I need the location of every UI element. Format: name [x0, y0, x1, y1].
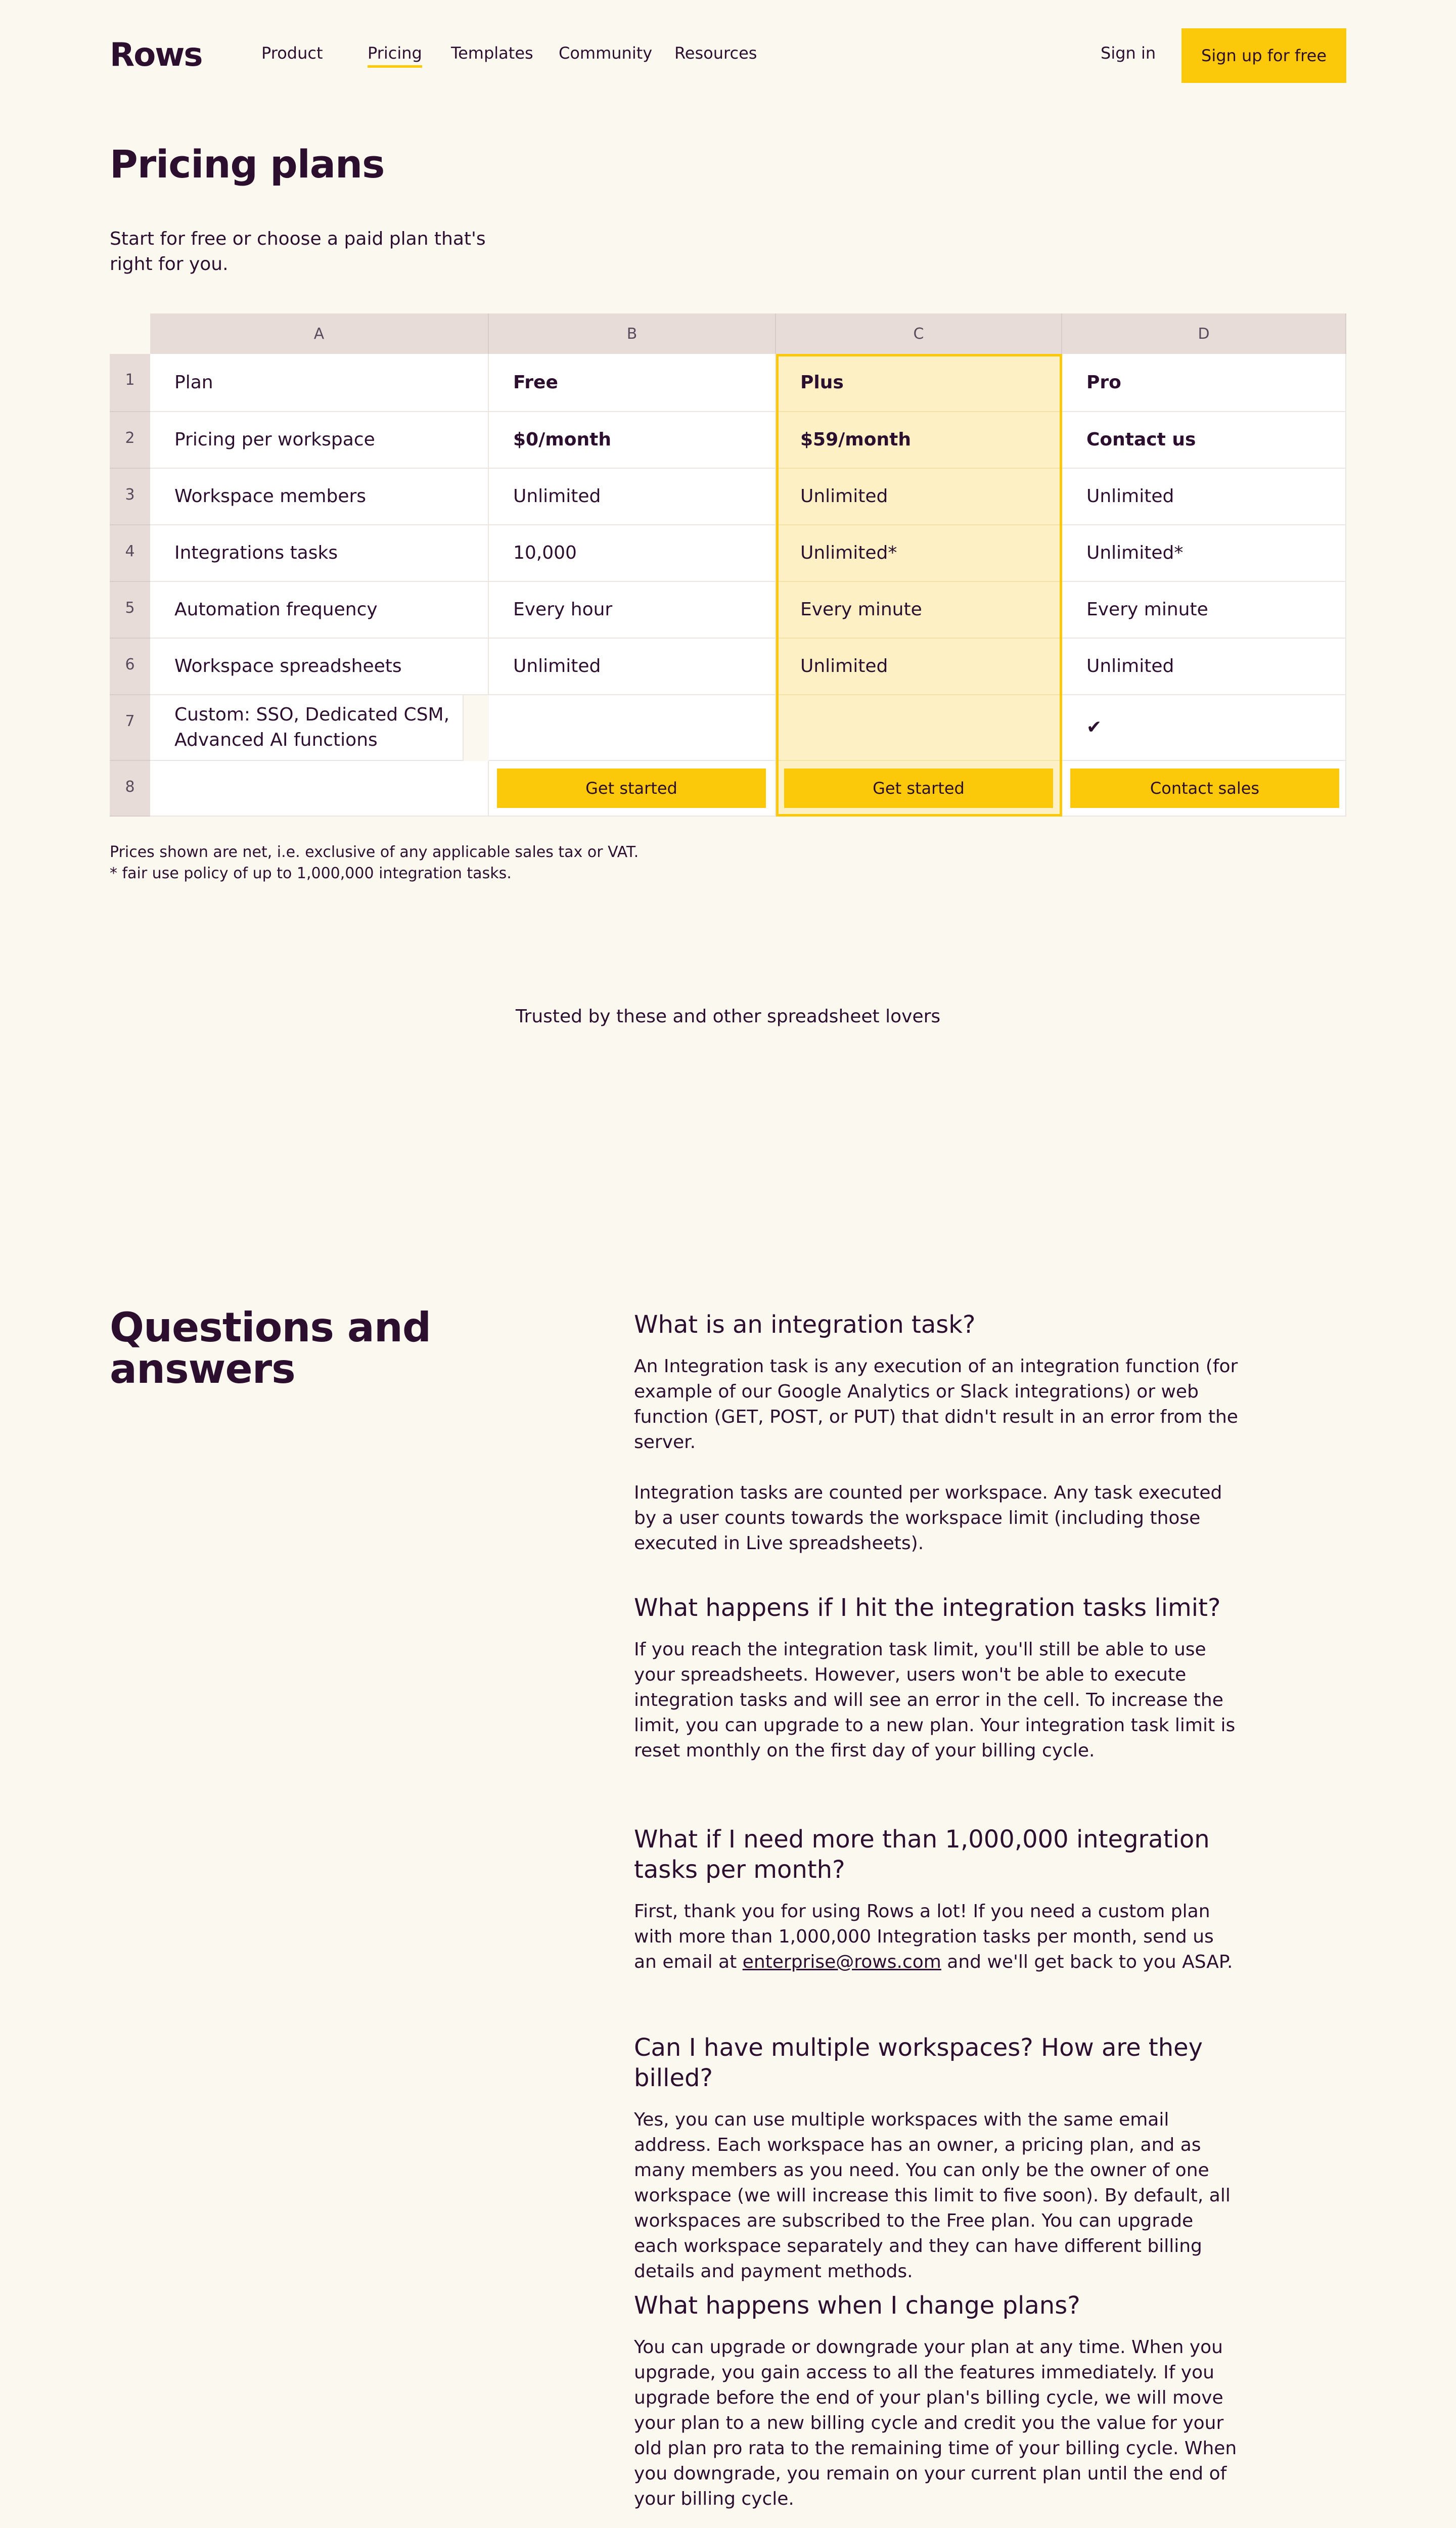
sign-in-link[interactable]: Sign in [1101, 43, 1156, 63]
faq-question: What happens when I change plans? [634, 2291, 1080, 2320]
faq-answer: If you reach the integration task limit, you'll still be able to use your spreadsheets. However, users won't be able to execute integration tasks and will see an error in the cell. To increase the limit, you can upgrade to a new plan. Your integration task limit is reset monthly on the first day of your billing cycle. [634, 1639, 1236, 1761]
nav-product[interactable]: Product [261, 43, 323, 63]
cell-labels-7[interactable]: Custom: SSO, Dedicated CSM, Advanced AI functions [150, 695, 464, 761]
pricing-note [110, 842, 639, 884]
cell-plus-6[interactable]: Unlimited [776, 639, 1062, 695]
nav-resources[interactable]: Resources [674, 43, 757, 63]
cell-labels-5[interactable]: Automation frequency [150, 582, 489, 639]
cell-plus-1[interactable]: Plus [776, 354, 1062, 412]
cell-free-3[interactable]: Unlimited [489, 469, 776, 525]
cell-pro-2[interactable]: Contact us [1062, 412, 1346, 469]
cell-plus-3[interactable]: Unlimited [776, 469, 1062, 525]
column-header-d[interactable]: D [1062, 313, 1346, 354]
faq-question: What if I need more than 1,000,000 integration tasks per month? [634, 1825, 1210, 1884]
column-header-a[interactable]: A [150, 313, 489, 354]
cell-pro-5[interactable]: Every minute [1062, 582, 1346, 639]
trusted-heading: Trusted by these and other spreadsheet lovers [515, 1006, 941, 1027]
nav-templates[interactable]: Templates [451, 43, 533, 63]
cell-labels-1[interactable]: Plan [150, 354, 489, 412]
cell-pro-8 [1062, 761, 1346, 817]
faq-answer: An Integration task is any execution of an integration function (for example of our Google Analytics or Slack integrations) or web function (GET, POST, or PUT) that didn't result in an error from the server. [634, 1356, 1238, 1453]
page-title: Pricing plans [110, 142, 385, 187]
grid-corner [110, 313, 150, 354]
contact-sales-button[interactable]: Contact sales [1070, 769, 1339, 808]
cell-pro-6[interactable]: Unlimited [1062, 639, 1346, 695]
cell-free-4[interactable]: 10,000 [489, 525, 776, 582]
cell-pro-3[interactable]: Unlimited [1062, 469, 1346, 525]
faq-answer: Integration tasks are counted per workspace. Any task executed by a user counts towards the workspace limit (including those executed in Live spreadsheets). [634, 1482, 1222, 1554]
cell-free-2[interactable]: $0/month [489, 412, 776, 469]
signup-button[interactable]: Sign up for free [1181, 28, 1346, 83]
faq-question: Can I have multiple workspaces? How are they billed? [634, 2034, 1203, 2092]
cell-labels-8[interactable] [150, 761, 489, 817]
cell-free-5[interactable]: Every hour [489, 582, 776, 639]
cell-labels-6[interactable]: Workspace spreadsheets [150, 639, 489, 695]
faq-answer [634, 1899, 1241, 1975]
enterprise-email-link[interactable]: enterprise@rows.com [742, 1952, 941, 1972]
cell-plus-2[interactable]: $59/month [776, 412, 1062, 469]
rows-logo[interactable]: Rows [110, 36, 202, 74]
row-header-2[interactable]: 2 [110, 412, 150, 469]
intro-text: Start for free or choose a paid plan that's right for you. [110, 229, 486, 275]
cell-pro-7[interactable]: ✔ [1062, 695, 1346, 761]
cell-plus-7[interactable] [776, 695, 1062, 761]
faq-question: What is an integration task? [634, 1311, 976, 1339]
faq-item [634, 1310, 1241, 1556]
note-fair-use: * fair use policy of up to 1,000,000 integration tasks. [110, 865, 512, 882]
faq-answer-text: First, thank you for using Rows a lot! If you need a custom plan with more than 1,000,000 Integration tasks per month, send us an email at [634, 1901, 1214, 1972]
cell-plus-4[interactable]: Unlimited* [776, 525, 1062, 582]
row-header-3[interactable]: 3 [110, 469, 150, 525]
cell-pro-1[interactable]: Pro [1062, 354, 1346, 412]
row-header-6[interactable]: 6 [110, 639, 150, 695]
note-tax: Prices shown are net, i.e. exclusive of any applicable sales tax or VAT. [110, 843, 639, 861]
cell-free-7[interactable] [489, 695, 776, 761]
column-header-b[interactable]: B [489, 313, 776, 354]
row-header-7[interactable]: 7 [110, 695, 150, 761]
cell-labels-3[interactable]: Workspace members [150, 469, 489, 525]
faq-item [634, 1593, 1241, 1764]
nav-community[interactable]: Community [559, 43, 653, 63]
get-started-free-button[interactable]: Get started [497, 769, 766, 808]
top-nav [110, 28, 1346, 84]
get-started-plus-button[interactable]: Get started [784, 769, 1053, 808]
pricing-table [110, 313, 1346, 817]
faq-item [634, 2290, 1241, 2512]
column-header-c[interactable]: C [776, 313, 1062, 354]
cell-pro-4[interactable]: Unlimited* [1062, 525, 1346, 582]
faq-answer-text: and we'll get back to you ASAP. [941, 1952, 1233, 1972]
faq-question: What happens if I hit the integration tasks limit? [634, 1594, 1221, 1622]
cell-free-6[interactable]: Unlimited [489, 639, 776, 695]
cell-plus-8 [776, 761, 1062, 817]
nav-pricing[interactable]: Pricing [368, 43, 422, 63]
faq-answer: Yes, you can use multiple workspaces with the same email address. Each workspace has an owner, a pricing plan, and as many members as you need. You can only be the owner of one workspace (we will increase this limit to five soon). By default, all workspaces are subscribed to the Free plan. You can upgrade each workspace separately and they can have different billing details and payment methods. [634, 2109, 1231, 2282]
cell-labels-4[interactable]: Integrations tasks [150, 525, 489, 582]
faq-answer: You can upgrade or downgrade your plan at any time. When you upgrade, you gain access to all the features immediately. If you upgrade before the end of your plan's billing cycle, we will move your plan to a new billing cycle and credit you the value for your old plan pro rata to the remaining time of your billing cycle. When you downgrade, you remain on your current plan until the end of your billing cycle. [634, 2337, 1237, 2509]
cell-plus-5[interactable]: Every minute [776, 582, 1062, 639]
row-header-1[interactable]: 1 [110, 354, 150, 412]
row-header-8[interactable]: 8 [110, 761, 150, 817]
row-header-4[interactable]: 4 [110, 525, 150, 582]
row-header-5[interactable]: 5 [110, 582, 150, 639]
cell-free-1[interactable]: Free [489, 354, 776, 412]
cell-labels-2[interactable]: Pricing per workspace [150, 412, 489, 469]
faq-item [634, 1824, 1241, 1975]
faq-title: Questions and answers [110, 1304, 431, 1392]
cell-free-8 [489, 761, 776, 817]
faq-item [634, 2033, 1241, 2284]
